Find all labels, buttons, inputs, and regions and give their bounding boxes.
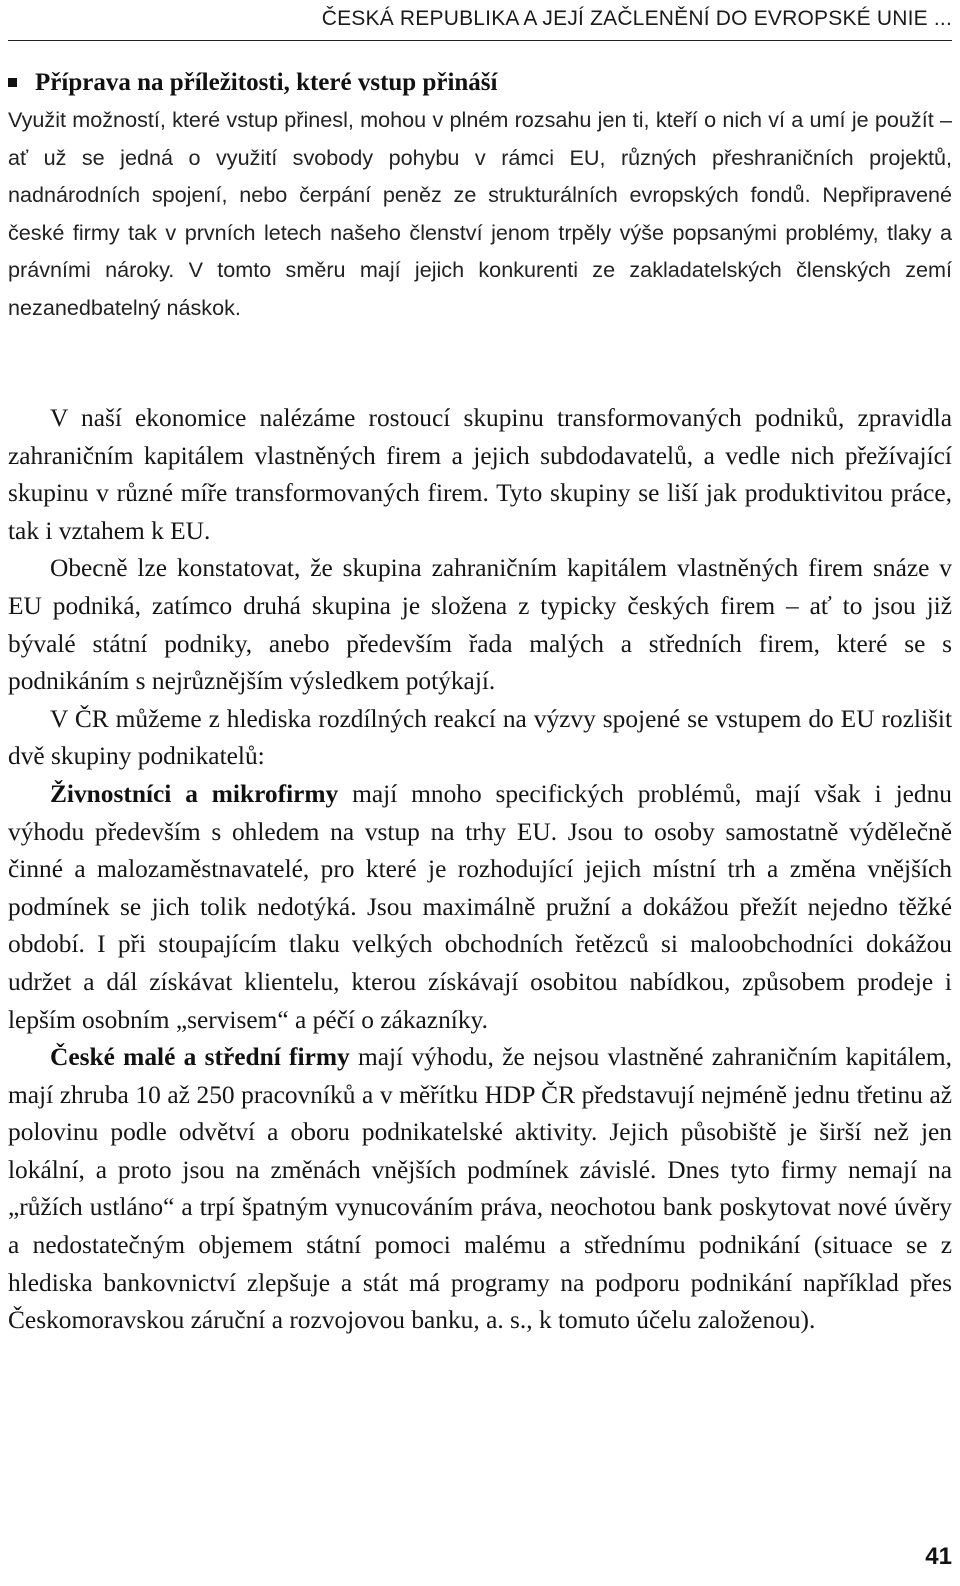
- microfirms-term: Živnostníci a mikrofirmy: [50, 779, 339, 808]
- paragraph-transformed-firms: V naší ekonomice nalézáme rostoucí skupinu transformovaných podniků, zpravidla zahraničním kapitálem vlastněných firem a jejich subdodavatelů, a vedle nich přežívající skupinu v různé míře transformovaných firem. Tyto skupiny se liší jak produktivitou práce, tak i vztahem k EU.: [8, 404, 952, 545]
- paragraph-two-groups: V ČR můžeme z hlediska rozdílných reakcí na výzvy spojené se vstupem do EU rozlišit dvě skupiny podnikatelů:: [8, 704, 952, 771]
- paragraph-sme: [8, 1039, 952, 1340]
- sme-text: mají výhodu, že nejsou vlastněné zahraničním kapitálem, mají zhruba 10 až 250 pracovníků a v měřítku HDP ČR představují nejméně jednu třetinu až polovinu podle odvětví a oboru podnikatelské aktivity. Jejich působiště je širší než jen lokální, a proto jsou na změnách vnějších podmínek závislé. Dnes tyto firmy nemají na „růžích ustláno“ a trpí špatným vynucováním práva, neochotou bank poskytovat nové úvěry a nedostatečným objemem státní pomoci malému a střednímu podnikání (situace se z hlediska bankovnictví zlepšuje a stát má programy na podporu podnikání například přes Českomoravskou záruční a rozvojovou banku, a. s., k tomuto účelu založenou).: [8, 1043, 952, 1335]
- section-heading: [8, 64, 952, 101]
- running-title: ČESKÁ REPUBLIKA A JEJÍ ZAČLENĚNÍ DO EVROPSKÉ UNIE ...: [321, 7, 952, 30]
- section-paragraph: Využit možností, které vstup přinesl, mohou v plném rozsahu jen ti, kteří o nich ví a umí je použít – ať už se jedná o využití svobody pohybu v rámci EU, různých přeshraničních projektů, nadnárodních spojení, nebo čerpání peněz ze strukturálních evropských fondů. Nepřipravené české firmy tak v prvních letech našeho členství jenom trpěly výše popsanými problémy, tlaky a právními nároky. V tomto směru mají jejich konkurenti ze zakladatelských členských zemí nezanedbatelný náskok.: [8, 107, 952, 320]
- body-text: [8, 400, 952, 1340]
- sme-term: České malé a střední firmy: [50, 1043, 350, 1072]
- microfirms-text: mají mnoho specifických problémů, mají však i jednu výhodu především s ohledem na vstup na trhy EU. Jsou to osoby samostatně výdělečně činné a malozaměstnavatelé, pro které je rozhodující jejich místní trh a změna vnějších podmínek se jich tolik nedotýká. Jsou maximálně pružní a dokážou přežít nejedno těžké období. I při stoupajícím tlaku velkých obchodních řetězců si maloobchodníci dokážou udržet a dál získávat klientelu, kterou získávají osobitou nabídkou, způsobem prodeje i lepším osobním „servisem“ a péčí o zákazníky.: [8, 779, 952, 1034]
- square-bullet-icon: [8, 78, 17, 87]
- page-number: 41: [925, 1543, 952, 1570]
- section-heading-text: Příprava na příležitosti, které vstup přináší: [35, 69, 498, 96]
- running-header: [8, 2, 952, 41]
- paragraph-microfirms: [8, 776, 952, 1039]
- paragraph-general-conclusion: Obecně lze konstatovat, že skupina zahraničním kapitálem vlastněných firem snáze v EU podniká, zatímco druhá skupina je složena z typicky českých firem – ať to jsou již bývalé státní podniky, anebo především řada malých a středních firem, které se s podnikáním s nejrůznějším výsledkem potýkají.: [8, 554, 952, 696]
- section-block: [8, 64, 952, 326]
